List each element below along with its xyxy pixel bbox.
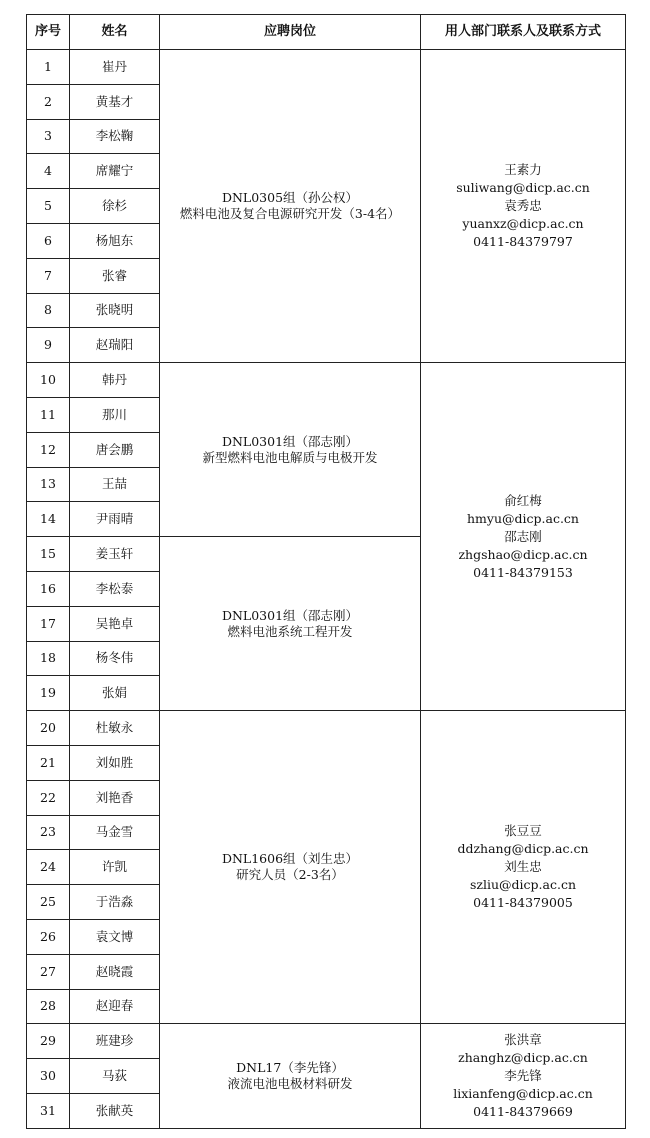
applicant-name: 黄基才 [70,84,160,119]
row-number: 3 [27,119,70,154]
row-number: 4 [27,154,70,189]
row-number: 12 [27,432,70,467]
applicant-name: 张晓明 [70,293,160,328]
header-row [27,15,626,50]
position-title: 燃料电池及复合电源研究开发（3-4名） [179,206,401,222]
row-number: 1 [27,50,70,85]
contact-line: 0411-84379669 [473,1104,573,1119]
contact-line: 邵志刚 [504,528,542,544]
contact-cell [421,363,626,711]
applicant-name: 赵晓霞 [70,954,160,989]
contact-line: 袁秀忠 [504,198,542,214]
row-number: 10 [27,363,70,398]
contact-cell [421,50,626,363]
applicant-name: 徐杉 [70,189,160,224]
contact-line: 0411-84379005 [473,895,573,911]
contact-line: 张洪章 [504,1032,542,1047]
applicant-name: 吴艳卓 [70,606,160,641]
applicant-name: 李松泰 [70,571,160,606]
applicant-name: 席耀宁 [70,154,160,189]
contact-line: suliwang@dicp.ac.cn [456,180,590,196]
position-cell [160,537,421,711]
contact-line: 王素力 [504,162,542,178]
row-number: 22 [27,780,70,815]
header-position: 应聘岗位 [160,15,421,50]
position-title: 研究人员（2-3名） [236,867,344,883]
applicant-name: 尹雨晴 [70,502,160,537]
contact-line: 刘生忠 [504,859,542,875]
table-row [27,711,626,746]
row-number: 30 [27,1059,70,1094]
applicant-name: 袁文博 [70,919,160,954]
table-body [27,50,626,1129]
applicant-name: 赵迎春 [70,989,160,1024]
row-number: 20 [27,711,70,746]
row-number: 28 [27,989,70,1024]
row-number: 6 [27,223,70,258]
row-number: 14 [27,502,70,537]
row-number: 27 [27,954,70,989]
contact-line: zhgshao@dicp.ac.cn [458,546,588,562]
position-group: DNL17（李先锋） [236,1060,344,1075]
row-number: 11 [27,397,70,432]
position-title: 燃料电池系统工程开发 [227,623,353,639]
row-number: 24 [27,850,70,885]
contact-line: yuanxz@dicp.ac.cn [462,216,584,232]
recruitment-table [26,14,626,1129]
contact-line: 0411-84379797 [473,234,573,250]
row-number: 31 [27,1093,70,1128]
applicant-name: 马荻 [70,1059,160,1094]
header-no: 序号 [27,15,70,50]
row-number: 23 [27,815,70,850]
table-row [27,50,626,85]
applicant-name: 张睿 [70,258,160,293]
row-number: 21 [27,745,70,780]
row-number: 26 [27,919,70,954]
applicant-name: 崔丹 [70,50,160,85]
contact-line: 张豆豆 [504,823,542,839]
position-title: 液流电池电极材料研发 [227,1076,353,1091]
contact-line: ddzhang@dicp.ac.cn [457,841,589,857]
position-cell [160,1024,421,1128]
row-number: 16 [27,571,70,606]
header-contact: 用人部门联系人及联系方式 [421,15,626,50]
contact-line: szliu@dicp.ac.cn [470,877,576,893]
position-group: DNL1606组（刘生忠） [221,851,359,867]
row-number: 25 [27,885,70,920]
row-number: 9 [27,328,70,363]
applicant-name: 赵瑞阳 [70,328,160,363]
table-row [27,363,626,398]
table-row [27,1024,626,1059]
row-number: 8 [27,293,70,328]
applicant-name: 杜敏永 [70,711,160,746]
row-number: 29 [27,1024,70,1059]
row-number: 2 [27,84,70,119]
contact-line: zhanghz@dicp.ac.cn [458,1050,588,1065]
applicant-name: 姜玉轩 [70,537,160,572]
header-name: 姓名 [70,15,160,50]
applicant-name: 唐会鹏 [70,432,160,467]
row-number: 7 [27,258,70,293]
position-group: DNL0301组（邵志刚） [221,607,359,623]
contact-line: 李先锋 [504,1068,542,1083]
applicant-name: 李松鞠 [70,119,160,154]
applicant-name: 马金雪 [70,815,160,850]
applicant-name: 于浩淼 [70,885,160,920]
applicant-name: 班建珍 [70,1024,160,1059]
position-group: DNL0301组（邵志刚） [221,433,359,449]
row-number: 19 [27,676,70,711]
applicant-name: 王喆 [70,467,160,502]
position-group: DNL0305组（孙公权） [221,190,359,206]
row-number: 18 [27,641,70,676]
row-number: 15 [27,537,70,572]
contact-cell [421,1024,626,1128]
row-number: 13 [27,467,70,502]
applicant-name: 张献英 [70,1093,160,1128]
applicant-name: 韩丹 [70,363,160,398]
contact-line: 俞红梅 [504,492,542,508]
contact-line: 0411-84379153 [473,564,573,580]
row-number: 17 [27,606,70,641]
applicant-name: 那川 [70,397,160,432]
position-title: 新型燃料电池电解质与电极开发 [202,449,378,465]
applicant-name: 许凯 [70,850,160,885]
position-cell [160,50,421,363]
applicant-name: 刘如胜 [70,745,160,780]
contact-cell [421,711,626,1024]
position-cell [160,363,421,537]
row-number: 5 [27,189,70,224]
contact-line: hmyu@dicp.ac.cn [467,510,579,526]
applicant-name: 杨冬伟 [70,641,160,676]
applicant-name: 杨旭东 [70,223,160,258]
contact-line: lixianfeng@dicp.ac.cn [453,1086,593,1101]
applicant-name: 刘艳香 [70,780,160,815]
applicant-name: 张娟 [70,676,160,711]
position-cell [160,711,421,1024]
